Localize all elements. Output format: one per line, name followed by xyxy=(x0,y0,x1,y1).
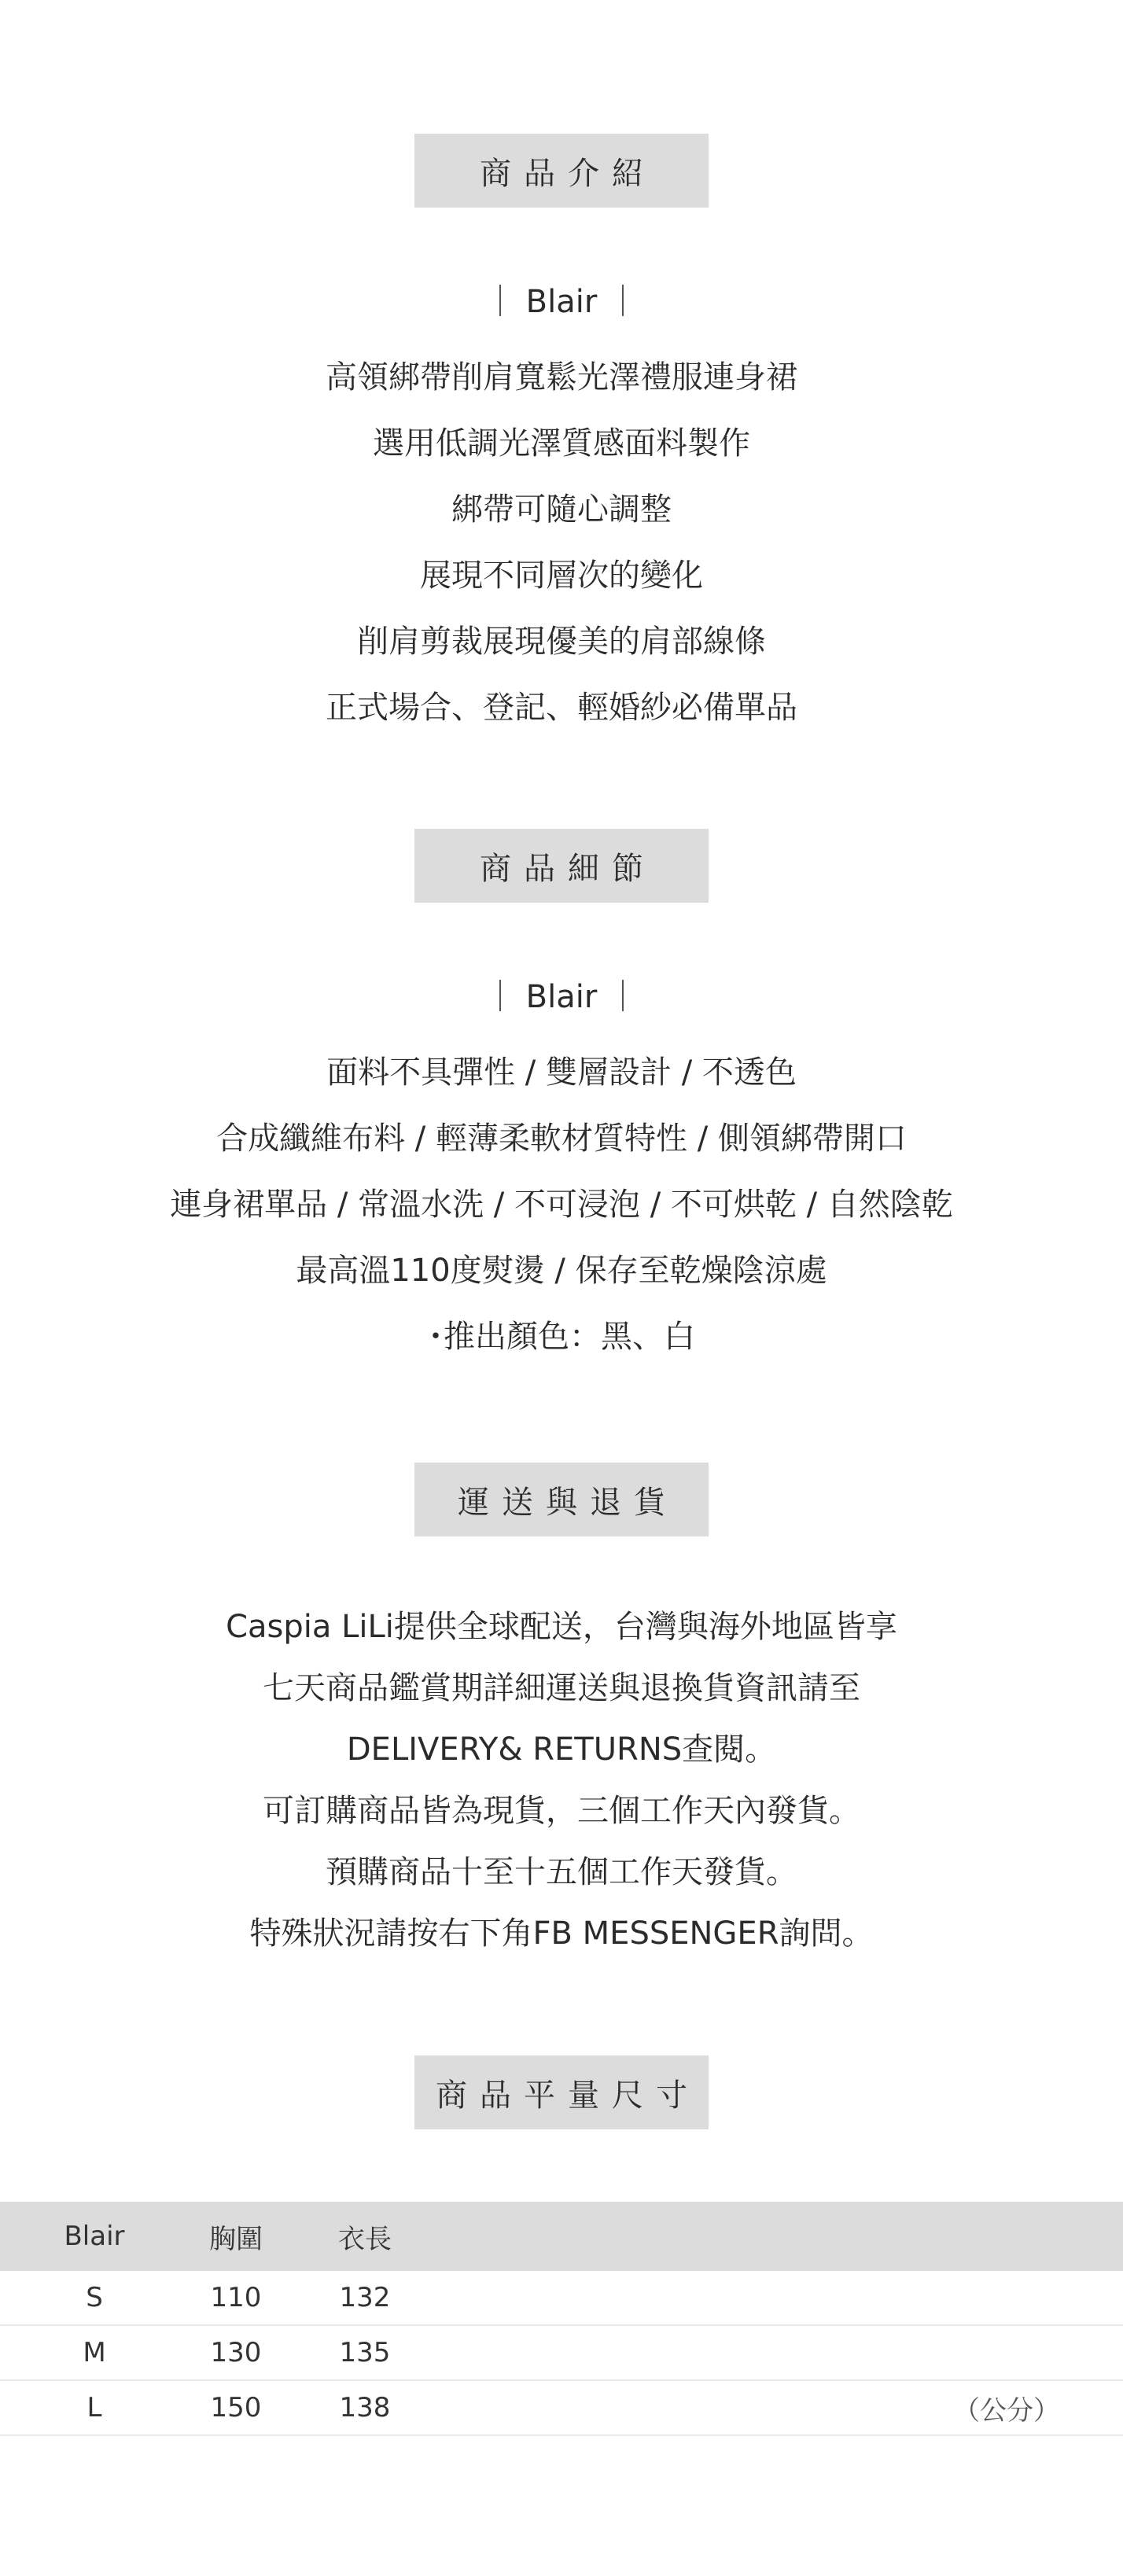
size-table xyxy=(0,2202,1123,2436)
details-list xyxy=(0,1040,1123,1370)
intro-description-list xyxy=(0,344,1123,741)
shipping-line: Caspia LiLi提供全球配送，台灣與海外地區皆享 xyxy=(226,1609,897,1645)
intro-line: 選用低調光澤質感面料製作 xyxy=(373,425,750,462)
shipping-section-header: 運送與退貨 xyxy=(414,1463,709,1536)
shipping-line: 七天商品鑑賞期詳細運送與退換貨資訊請至 xyxy=(263,1670,860,1706)
shipping-line: 預購商品十至十五個工作天發貨。 xyxy=(326,1854,797,1890)
size-column-header: 胸圍 xyxy=(209,2223,263,2255)
table-row xyxy=(0,2271,1123,2326)
chest-value: 150 xyxy=(210,2392,262,2423)
details-line: 合成纖維布料 / 輕薄柔軟材質特性 / 側領綁帶開口 xyxy=(216,1121,907,1157)
shipping-line: 特殊狀況請按右下角FB MESSENGER詢問。 xyxy=(249,1915,874,1952)
table-row xyxy=(0,2326,1123,2381)
shipping-line: DELIVERY& RETURNS查閱。 xyxy=(346,1731,777,1768)
table-row xyxy=(0,2381,1123,2436)
size-label: S xyxy=(86,2282,103,2313)
shipping-info-list xyxy=(0,1596,1123,1964)
length-value: 138 xyxy=(339,2392,391,2423)
size-column-header: Blair xyxy=(64,2221,125,2252)
details-line: 最高溫110度熨燙 / 保存至乾燥陰涼處 xyxy=(296,1253,827,1289)
details-product-name: ｜ Blair ｜ xyxy=(484,979,639,1015)
length-value: 135 xyxy=(339,2337,391,2368)
intro-product-name: ｜ Blair ｜ xyxy=(484,284,639,320)
sizes-section-header: 商品平量尺寸 xyxy=(414,2055,709,2129)
details-line: ･推出顏色：黑、白 xyxy=(428,1319,695,1355)
intro-section-header: 商品介紹 xyxy=(414,134,709,208)
chest-value: 130 xyxy=(210,2337,262,2368)
intro-line: 削肩剪裁展現優美的肩部線條 xyxy=(357,624,766,660)
intro-line: 綁帶可隨心調整 xyxy=(451,491,672,528)
size-unit-label: （公分） xyxy=(953,2394,1060,2427)
size-label: L xyxy=(87,2392,102,2423)
size-label: M xyxy=(83,2337,106,2368)
length-value: 132 xyxy=(339,2282,391,2313)
chest-value: 110 xyxy=(210,2282,262,2313)
intro-line: 展現不同層次的變化 xyxy=(420,558,703,594)
details-section-header: 商品細節 xyxy=(414,829,709,903)
intro-line: 高領綁帶削肩寬鬆光澤禮服連身裙 xyxy=(326,359,797,396)
details-line: 連身裙單品 / 常溫水洗 / 不可浸泡 / 不可烘乾 / 自然陰乾 xyxy=(170,1187,953,1223)
size-table-header xyxy=(0,2202,1123,2271)
intro-line: 正式場合、登記、輕婚紗必備單品 xyxy=(326,690,797,726)
details-line: 面料不具彈性 / 雙層設計 / 不透色 xyxy=(326,1054,797,1091)
size-column-header: 衣長 xyxy=(338,2223,392,2255)
shipping-line: 可訂購商品皆為現貨，三個工作天內發貨。 xyxy=(263,1793,860,1829)
